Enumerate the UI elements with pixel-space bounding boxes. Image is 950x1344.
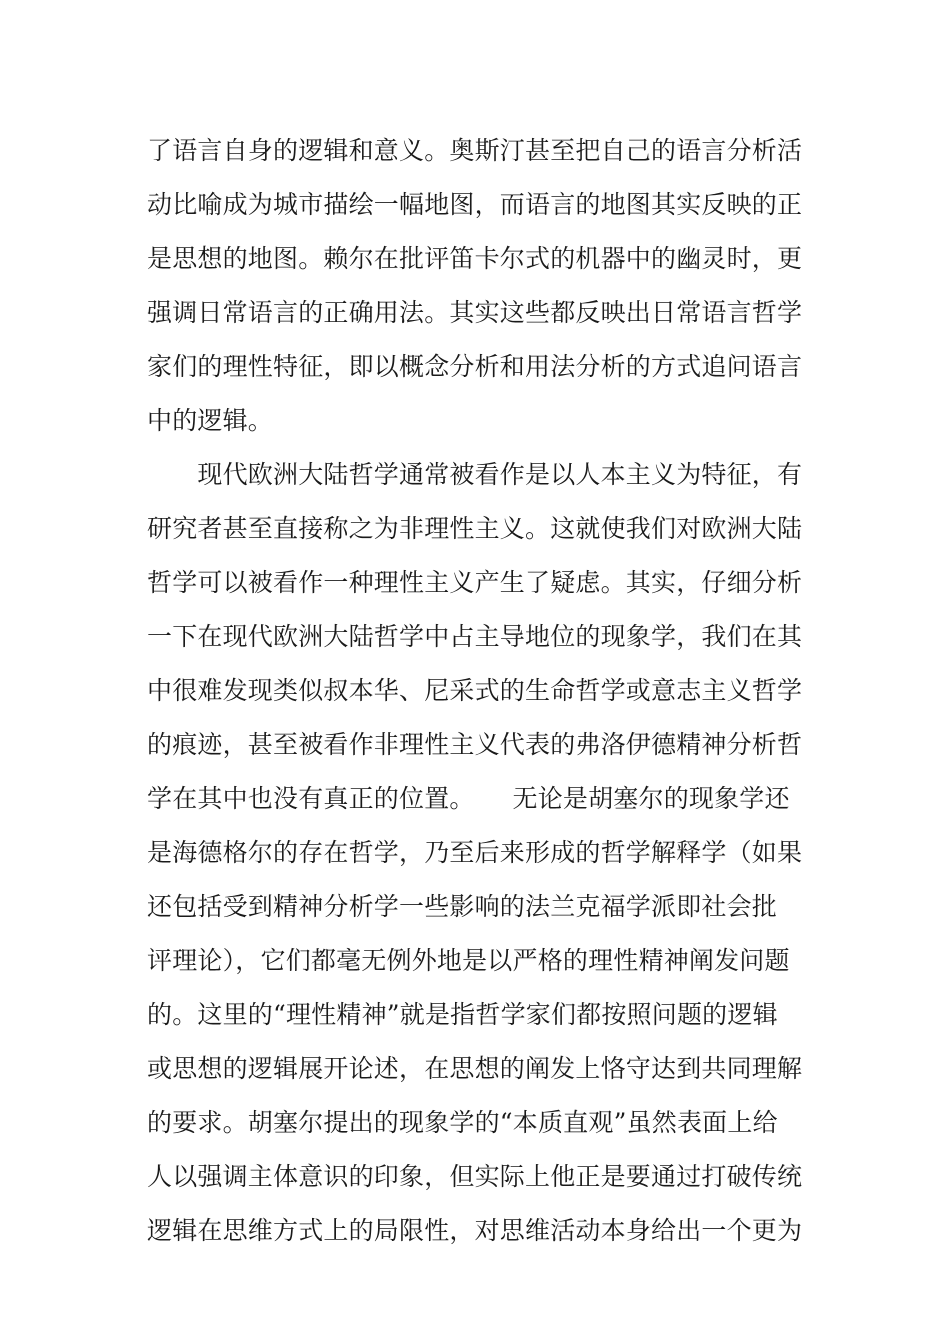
paragraph-1	[147, 124, 817, 448]
text-line: 是海德格尔的存在哲学，乃至后来形成的哲学解释学（如果	[147, 838, 803, 867]
text-line: 中的逻辑。	[147, 406, 274, 435]
text-line: 学在其中也没有真正的位置。 无论是胡塞尔的现象学还	[147, 784, 790, 813]
text-line: 的要求。胡塞尔提出的现象学的“本质直观”虽然表面上给	[147, 1108, 778, 1137]
text-line: 逻辑在思维方式上的局限性，对思维活动本身给出一个更为	[147, 1216, 803, 1245]
text-line: 了语言自身的逻辑和意义。奥斯汀甚至把自己的语言分析活	[147, 136, 803, 165]
paragraph-2	[147, 448, 817, 1258]
text-line: 家们的理性特征，即以概念分析和用法分析的方式追问语言	[147, 352, 803, 381]
text-line: 是思想的地图。赖尔在批评笛卡尔式的机器中的幽灵时，更	[147, 244, 803, 273]
text-line: 还包括受到精神分析学一些影响的法兰克福学派即社会批	[147, 892, 778, 921]
text-line: 现代欧洲大陆哲学通常被看作是以人本主义为特征，有	[147, 460, 803, 489]
text-line: 的。这里的“理性精神”就是指哲学家们都按照问题的逻辑	[147, 1000, 778, 1029]
text-line: 人以强调主体意识的印象，但实际上他正是要通过打破传统	[147, 1162, 803, 1191]
text-line: 的痕迹，甚至被看作非理性主义代表的弗洛伊德精神分析哲	[147, 730, 803, 759]
text-line: 评理论），它们都毫无例外地是以严格的理性精神阐发问题	[147, 946, 790, 975]
text-line: 研究者甚至直接称之为非理性主义。这就使我们对欧洲大陆	[147, 514, 803, 543]
text-line: 动比喻成为城市描绘一幅地图，而语言的地图其实反映的正	[147, 190, 803, 219]
text-line: 或思想的逻辑展开论述，在思想的阐发上恪守达到共同理解	[147, 1054, 803, 1083]
text-line: 哲学可以被看作一种理性主义产生了疑虑。其实，仔细分析	[147, 568, 803, 597]
text-line: 中很难发现类似叔本华、尼采式的生命哲学或意志主义哲学	[147, 676, 803, 705]
text-line: 一下在现代欧洲大陆哲学中占主导地位的现象学，我们在其	[147, 622, 803, 651]
text-line: 强调日常语言的正确用法。其实这些都反映出日常语言哲学	[147, 298, 803, 327]
